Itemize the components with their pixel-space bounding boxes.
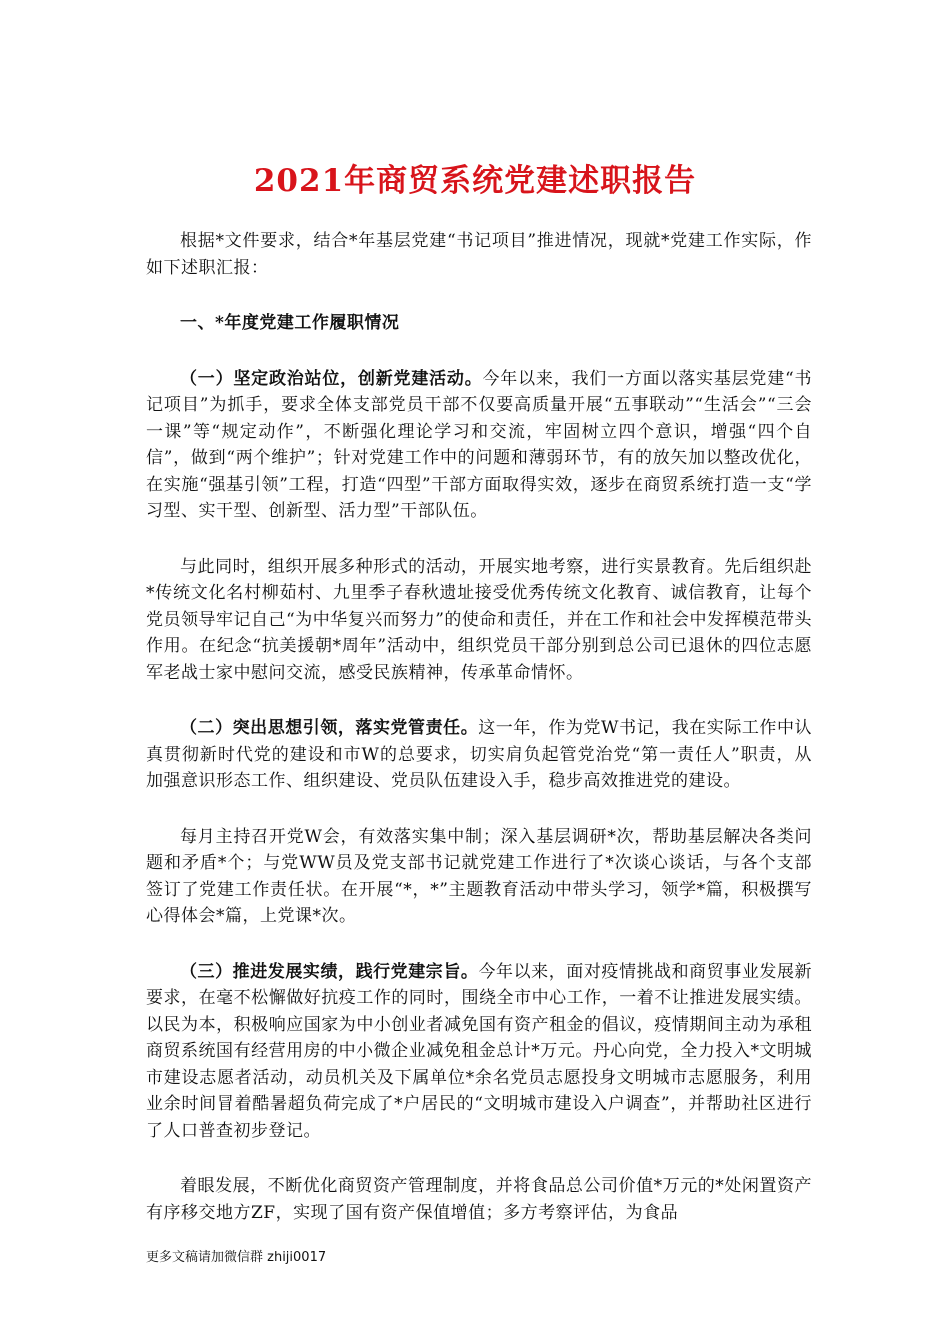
meetings-paragraph: 每月主持召开党W会，有效落实集中制；深入基层调研*次，帮助基层解决各类问题和矛盾*个；与党WW员及党支部书记就党建工作进行了*次谈心谈话，与各个支部签订了党建工作责任状。在开展“*，*”主题教育活动中带头学习，领学*篇，积极撰写心得体会*篇，上党课*次。 [146, 826, 812, 926]
subsection-2-paragraph [146, 715, 812, 795]
subsection-1-heading: （一）坚定政治站位，创新党建活动。 [180, 368, 483, 389]
document-title: 2021年商贸系统党建述职报告 [253, 163, 697, 199]
subsection-2-heading: （二）突出思想引领，落实党管责任。 [180, 718, 479, 738]
document-body [146, 228, 812, 1255]
footer-note: 更多文稿请加微信群 zhiji0017 [146, 1250, 327, 1265]
subsection-3-heading: （三）推进发展实绩，践行党建宗旨。 [180, 961, 479, 982]
subsection-2-text: 这一年，作为党W书记，我在实际工作中认真贯彻新时代党的建设和市W的总要求，切实肩负起管党治党“第一责任人”职责，从加强意识形态工作、组织建设、党员队伍建设入手，稳步高效推进党的建设。 [146, 718, 813, 791]
activities-paragraph: 与此同时，组织开展多种形式的活动，开展实地考察，进行实景教育。先后组织赴*传统文化名村柳茹村、九里季子春秋遗址接受优秀传统文化教育、诚信教育，让每个党员领导牢记自己“为中华复兴而努力”的使命和责任，并在工作和社会中发挥模范带头作用。在纪念“抗美援朝*周年”活动中，组织党员干部分别到总公司已退休的四位志愿军老战士家中慰问交流，感受民族精神，传承革命情怀。 [146, 556, 812, 683]
subsection-3-paragraph [146, 959, 812, 1145]
assets-paragraph: 着眼发展，不断优化商贸资产管理制度，并将食品总公司价值*万元的*处闲置资产有序移交地方ZF，实现了国有资产保值增值；多方考察评估，为食品 [146, 1176, 812, 1223]
subsection-1-paragraph [146, 366, 812, 525]
intro-paragraph: 根据*文件要求，结合*年基层党建“书记项目”推进情况，现就*党建工作实际，作如下述职汇报： [146, 231, 812, 278]
subsection-3-text: 今年以来，面对疫情挑战和商贸事业发展新要求，在毫不松懈做好抗疫工作的同时，围绕全市中心工作，一着不让推进发展实绩。以民为本，积极响应国家为中小创业者减免国有资产租金的倡议，疫情期间主动为承租商贸系统国有经营用房的中小微企业减免租金总计*万元。丹心向党，全力投入*文明城市建设志愿者活动，动员机关及下属单位*余名党员志愿投身文明城市志愿服务，利用业余时间冒着酷暑超负荷完成了*户居民的“文明城市建设入户调查”，并帮助社区进行了人口普查初步登记。 [146, 961, 813, 1141]
section-heading: 一、*年度党建工作履职情况 [180, 313, 400, 333]
subsection-1-text: 今年以来，我们一方面以落实基层党建“书记项目”为抓手，要求全体支部党员干部不仅要高质量开展“五事联动”“生活会”“三会一课”等“规定动作”，不断强化理论学习和交流，牢固树立四个意识，增强“四个自信”，做到“两个维护”；针对党建工作中的问题和薄弱环节，有的放矢加以整改优化，在实施“强基引领”工程，打造“四型”干部方面取得实效，逐步在商贸系统打造一支“学习型、实干型、创新型、活力型”干部队伍。 [146, 368, 813, 521]
